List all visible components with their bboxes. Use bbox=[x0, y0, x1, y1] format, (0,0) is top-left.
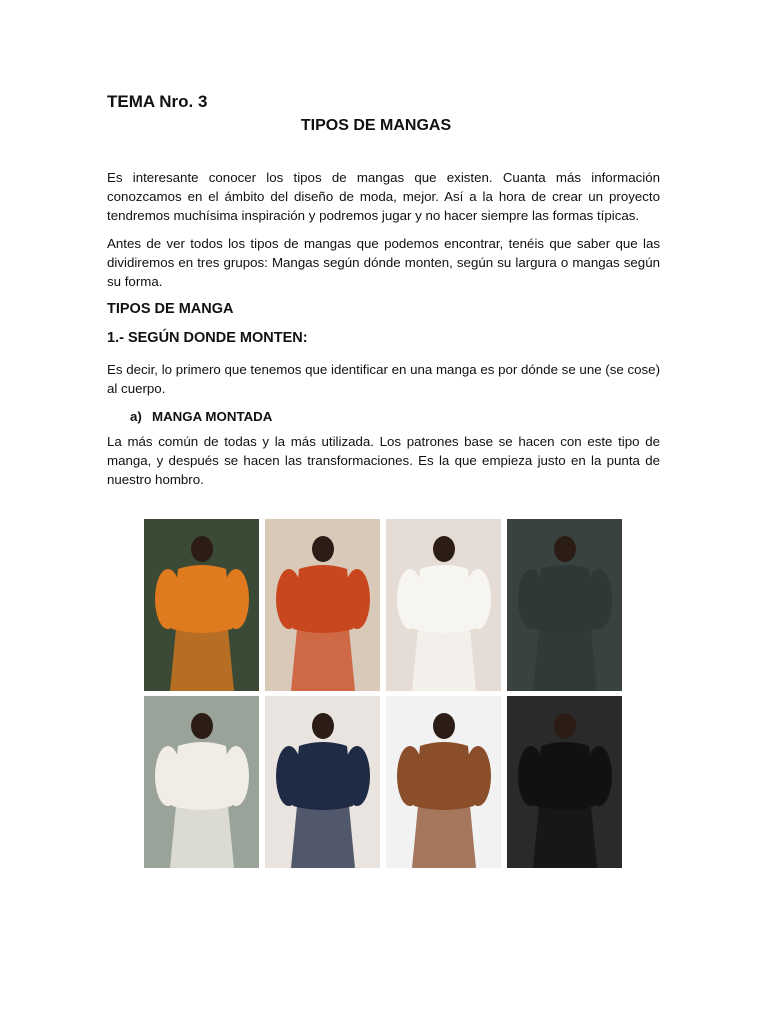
white-puff-sleeve-dress-photo bbox=[144, 696, 259, 868]
fashion-photo-collage bbox=[144, 519, 620, 868]
page-title: TIPOS DE MANGAS bbox=[300, 117, 452, 134]
manga-montada-paragraph: La más común de todas y la más utilizada. Los patrones base se hacen con este tipo de manga, y después se hacen las transformaciones. Es la que empieza justo en la punta de nuestro hombro. bbox=[107, 434, 660, 487]
groups-paragraph: Antes de ver todos los tipos de mangas que podemos encontrar, tenéis que saber que las dividiremos en tres grupos: Mangas según dónde monten, según su largura o mangas según su forma. bbox=[107, 236, 660, 289]
black-sheer-sleeve-top-photo bbox=[507, 696, 622, 868]
subheading-label: MANGA MONTADA bbox=[152, 409, 273, 424]
brown-shirt-shorts-photo bbox=[386, 696, 501, 868]
identify-paragraph: Es decir, lo primero que tenemos que identificar en una manga es por dónde se une (se cose) al cuerpo. bbox=[107, 362, 660, 396]
white-puff-sleeve-top-photo bbox=[386, 519, 501, 691]
segun-donde-monten-heading: 1.- SEGÚN DONDE MONTEN: bbox=[107, 330, 308, 346]
manga-montada-subheading bbox=[130, 409, 272, 424]
navy-keyhole-blouse-photo bbox=[265, 696, 380, 868]
subheading-letter: a) bbox=[130, 409, 142, 424]
orange-dress-photo bbox=[144, 519, 259, 691]
dark-green-shirt-photo bbox=[507, 519, 622, 691]
intro-paragraph: Es interesante conocer los tipos de mangas que existen. Cuanta más información conozcamos en el ámbito del diseño de moda, mejor. Así a la hora de crear un proyecto tendremos muchísima inspiración y podremos jugar y no hacer siempre las formas típicas. bbox=[107, 170, 660, 223]
rust-open-back-top-photo bbox=[265, 519, 380, 691]
tema-heading: TEMA Nro. 3 bbox=[107, 92, 208, 111]
tipos-de-manga-heading: TIPOS DE MANGA bbox=[107, 301, 234, 317]
